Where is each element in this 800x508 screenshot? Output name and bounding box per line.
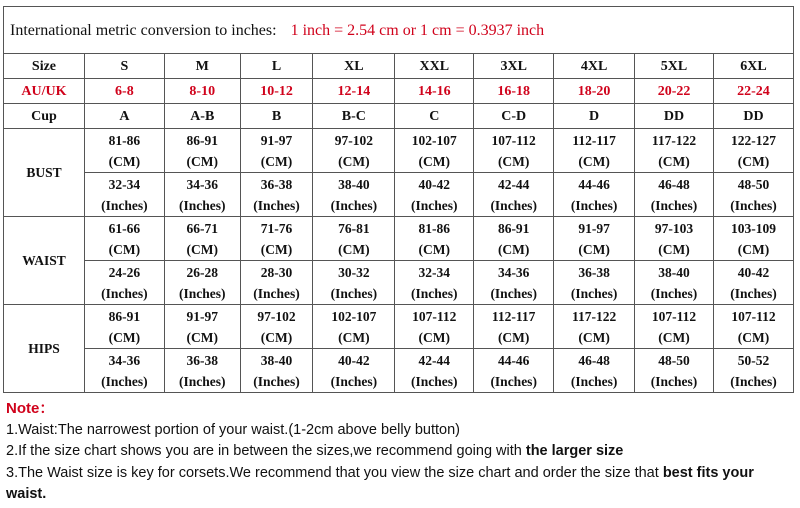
waist-cm-cell <box>635 217 714 261</box>
waist-inches-cell <box>84 261 164 305</box>
measurement-value: 103-109 <box>730 220 776 236</box>
note-line-2-text: 2.If the size chart shows you are in between the sizes,we recommend going with <box>6 443 526 459</box>
bust-cm-cell <box>474 129 554 173</box>
auuk-cell: 22-24 <box>713 79 793 104</box>
unit-label: (Inches) <box>730 285 777 301</box>
measurement-value: 112-117 <box>491 308 536 324</box>
bust-cm-row <box>4 129 794 173</box>
unit-label: (CM) <box>186 241 218 257</box>
measurement-value: 61-66 <box>108 220 141 236</box>
conversion-header <box>4 7 794 54</box>
unit-label: (CM) <box>418 329 451 345</box>
unit-label: (Inches) <box>730 197 777 213</box>
waist-inches-cell <box>395 261 474 305</box>
bust-inches-cell <box>164 173 240 217</box>
unit-label: (CM) <box>418 153 451 169</box>
unit-label: (Inches) <box>411 197 458 213</box>
measurement-value: 46-48 <box>578 352 610 368</box>
waist-cm-cell <box>84 217 164 261</box>
unit-label: (CM) <box>737 329 770 345</box>
auuk-cell: 12-14 <box>313 79 395 104</box>
measurement-value: 107-112 <box>412 308 457 324</box>
size-cell: XXL <box>395 54 474 79</box>
hips-inches-row <box>4 349 794 393</box>
auuk-cell: 10-12 <box>240 79 313 104</box>
bust-cm-cell <box>240 129 313 173</box>
bust-cm-cell <box>395 129 474 173</box>
unit-label: (CM) <box>338 329 370 345</box>
cup-cell: D <box>554 104 635 129</box>
measurement-value: 40-42 <box>737 264 770 280</box>
unit-label: (CM) <box>658 241 690 257</box>
unit-label: (Inches) <box>411 285 458 301</box>
unit-label: (Inches) <box>570 373 618 389</box>
auuk-cell: 18-20 <box>554 79 635 104</box>
measurement-value: 26-28 <box>186 264 218 280</box>
waist-inches-row <box>4 261 794 305</box>
unit-label: (CM) <box>497 241 530 257</box>
waist-cm-cell <box>554 217 635 261</box>
size-cell: 6XL <box>713 54 793 79</box>
unit-label: (Inches) <box>650 373 698 389</box>
bust-inches-cell <box>84 173 164 217</box>
cup-cell: B-C <box>313 104 395 129</box>
unit-label: (CM) <box>658 153 690 169</box>
hips-label: HIPS <box>4 305 85 393</box>
unit-label: (Inches) <box>179 373 226 389</box>
size-row-label: Size <box>4 54 85 79</box>
measurement-value: 40-42 <box>418 176 451 192</box>
notes-title: Note： <box>6 400 55 417</box>
unit-label: (Inches) <box>411 373 458 389</box>
measurement-value: 102-107 <box>331 308 377 324</box>
measurement-value: 86-91 <box>497 220 530 236</box>
waist-inches-cell <box>313 261 395 305</box>
hips-cm-cell <box>164 305 240 349</box>
measurement-value: 34-36 <box>108 352 141 368</box>
bust-cm-cell <box>554 129 635 173</box>
measurement-value: 81-86 <box>108 132 141 148</box>
hips-cm-cell <box>713 305 793 349</box>
measurement-value: 38-40 <box>260 352 293 368</box>
hips-cm-row <box>4 305 794 349</box>
measurement-value: 50-52 <box>737 352 770 368</box>
waist-cm-cell <box>164 217 240 261</box>
measurement-value: 36-38 <box>260 176 293 192</box>
waist-cm-cell <box>474 217 554 261</box>
unit-label: (CM) <box>578 241 610 257</box>
unit-label: (CM) <box>737 241 770 257</box>
unit-label: (Inches) <box>253 373 300 389</box>
waist-inches-cell <box>164 261 240 305</box>
unit-label: (CM) <box>186 329 218 345</box>
unit-label: (CM) <box>497 329 530 345</box>
waist-cm-cell <box>240 217 313 261</box>
measurement-value: 107-112 <box>651 308 697 324</box>
size-cell: M <box>164 54 240 79</box>
measurement-value: 71-76 <box>260 220 293 236</box>
bust-inches-cell <box>713 173 793 217</box>
unit-label: (CM) <box>108 241 141 257</box>
measurement-value: 32-34 <box>108 176 141 192</box>
unit-label: (CM) <box>418 241 451 257</box>
unit-label: (Inches) <box>101 197 148 213</box>
waist-label: WAIST <box>4 217 85 305</box>
unit-label: (CM) <box>338 241 370 257</box>
waist-inches-cell <box>713 261 793 305</box>
unit-label: (Inches) <box>179 285 226 301</box>
unit-label: (CM) <box>260 241 293 257</box>
cup-cell: DD <box>635 104 714 129</box>
bust-cm-cell <box>713 129 793 173</box>
unit-label: (Inches) <box>253 197 300 213</box>
note-line-1: 1.Waist:The narrowest portion of your waist.(1-2cm above belly button) <box>6 421 460 438</box>
measurement-value: 91-97 <box>186 308 218 324</box>
hips-inches-cell <box>635 349 714 393</box>
measurement-value: 38-40 <box>338 176 370 192</box>
auuk-row <box>4 79 794 104</box>
measurement-value: 122-127 <box>730 132 776 148</box>
size-chart <box>3 6 794 393</box>
unit-label: (CM) <box>737 153 770 169</box>
unit-label: (CM) <box>108 153 141 169</box>
unit-label: (CM) <box>108 329 141 345</box>
cup-cell: B <box>240 104 313 129</box>
waist-cm-cell <box>313 217 395 261</box>
measurement-value: 81-86 <box>418 220 451 236</box>
measurement-value: 38-40 <box>658 264 690 280</box>
measurement-value: 102-107 <box>411 132 457 148</box>
hips-inches-cell <box>395 349 474 393</box>
hips-cm-cell <box>84 305 164 349</box>
measurement-value: 40-42 <box>338 352 370 368</box>
auuk-cell: 20-22 <box>635 79 714 104</box>
measurement-value: 44-46 <box>497 352 530 368</box>
unit-label: (Inches) <box>650 197 698 213</box>
waist-inches-cell <box>635 261 714 305</box>
cup-cell: C <box>395 104 474 129</box>
note-line-3-text: 3.The Waist size is key for corsets.We recommend that you view the size chart and order the size that <box>6 464 663 481</box>
measurement-value: 117-122 <box>651 132 697 148</box>
measurement-value: 86-91 <box>108 308 141 324</box>
unit-label: (Inches) <box>101 285 148 301</box>
measurement-value: 48-50 <box>658 352 690 368</box>
measurement-value: 44-46 <box>578 176 610 192</box>
unit-label: (Inches) <box>650 285 698 301</box>
waist-cm-row <box>4 217 794 261</box>
measurement-value: 32-34 <box>418 264 451 280</box>
hips-cm-cell <box>313 305 395 349</box>
measurement-value: 36-38 <box>186 352 218 368</box>
unit-label: (Inches) <box>570 197 618 213</box>
measurement-value: 91-97 <box>260 132 293 148</box>
unit-label: (Inches) <box>730 373 777 389</box>
waist-cm-cell <box>713 217 793 261</box>
measurement-value: 24-26 <box>108 264 141 280</box>
cup-row <box>4 104 794 129</box>
measurement-value: 91-97 <box>578 220 610 236</box>
measurement-value: 97-102 <box>257 308 296 324</box>
hips-cm-cell <box>554 305 635 349</box>
unit-label: (Inches) <box>490 197 537 213</box>
unit-label: (Inches) <box>179 197 226 213</box>
measurement-value: 86-91 <box>186 132 218 148</box>
unit-label: (CM) <box>658 329 690 345</box>
auuk-cell: 8-10 <box>164 79 240 104</box>
measurement-value: 28-30 <box>260 264 293 280</box>
cup-cell: A <box>84 104 164 129</box>
size-table <box>3 6 794 393</box>
conversion-label: International metric conversion to inches: <box>10 21 277 39</box>
unit-label: (Inches) <box>490 285 537 301</box>
size-cell: L <box>240 54 313 79</box>
size-row <box>4 54 794 79</box>
unit-label: (CM) <box>186 153 218 169</box>
unit-label: (CM) <box>260 329 293 345</box>
bust-inches-cell <box>240 173 313 217</box>
measurement-value: 117-122 <box>571 308 617 324</box>
hips-cm-cell <box>474 305 554 349</box>
note-line-2 <box>6 441 796 463</box>
measurement-value: 42-44 <box>497 176 530 192</box>
measurement-value: 97-103 <box>654 220 694 236</box>
cup-cell: A-B <box>164 104 240 129</box>
unit-label: (CM) <box>578 329 610 345</box>
measurement-value: 30-32 <box>338 264 370 280</box>
unit-label: (CM) <box>497 153 530 169</box>
unit-label: (Inches) <box>330 285 378 301</box>
hips-cm-cell <box>635 305 714 349</box>
unit-label: (Inches) <box>330 197 378 213</box>
measurement-value: 36-38 <box>578 264 610 280</box>
size-cell: S <box>84 54 164 79</box>
measurement-value: 107-112 <box>491 132 536 148</box>
hips-inches-cell <box>313 349 395 393</box>
hips-cm-cell <box>395 305 474 349</box>
unit-label: (Inches) <box>253 285 300 301</box>
note-line-2-bold: the larger size <box>525 443 624 459</box>
unit-label: (Inches) <box>330 373 378 389</box>
measurement-value: 97-102 <box>334 132 373 148</box>
bust-inches-cell <box>474 173 554 217</box>
size-cell: 4XL <box>554 54 635 79</box>
unit-label: (Inches) <box>490 373 537 389</box>
waist-inches-cell <box>240 261 313 305</box>
cup-cell: C-D <box>474 104 554 129</box>
unit-label: (Inches) <box>101 373 148 389</box>
bust-inches-cell <box>313 173 395 217</box>
auuk-cell: 6-8 <box>84 79 164 104</box>
waist-cm-cell <box>395 217 474 261</box>
waist-inches-cell <box>474 261 554 305</box>
measurement-value: 112-117 <box>572 132 616 148</box>
bust-inches-cell <box>635 173 714 217</box>
bust-inches-cell <box>554 173 635 217</box>
hips-inches-cell <box>713 349 793 393</box>
waist-inches-cell <box>554 261 635 305</box>
cup-cell: DD <box>713 104 793 129</box>
unit-label: (CM) <box>578 153 610 169</box>
measurement-value: 107-112 <box>731 308 776 324</box>
conversion-formula: 1 inch = 2.54 cm or 1 cm = 0.3937 inch <box>290 21 545 39</box>
hips-inches-cell <box>84 349 164 393</box>
size-cell: XL <box>313 54 395 79</box>
size-cell: 5XL <box>635 54 714 79</box>
measurement-value: 48-50 <box>737 176 770 192</box>
bust-cm-cell <box>164 129 240 173</box>
bust-cm-cell <box>84 129 164 173</box>
note-line-3 <box>6 463 796 506</box>
auuk-cell: 16-18 <box>474 79 554 104</box>
hips-inches-cell <box>474 349 554 393</box>
measurement-value: 76-81 <box>338 220 370 236</box>
measurement-value: 34-36 <box>186 176 218 192</box>
measurement-value: 34-36 <box>497 264 530 280</box>
measurement-value: 42-44 <box>418 352 451 368</box>
note-line-3-bold: best fits your waist. <box>6 464 754 502</box>
auuk-cell: 14-16 <box>395 79 474 104</box>
bust-cm-cell <box>313 129 395 173</box>
hips-inches-cell <box>554 349 635 393</box>
bust-inches-cell <box>395 173 474 217</box>
bust-label: BUST <box>4 129 85 217</box>
cup-row-label: Cup <box>4 104 85 129</box>
hips-inches-cell <box>164 349 240 393</box>
bust-inches-row <box>4 173 794 217</box>
unit-label: (Inches) <box>570 285 618 301</box>
unit-label: (CM) <box>260 153 293 169</box>
hips-cm-cell <box>240 305 313 349</box>
unit-label: (CM) <box>338 153 370 169</box>
size-cell: 3XL <box>474 54 554 79</box>
measurement-value: 46-48 <box>658 176 690 192</box>
notes-section <box>6 398 796 506</box>
bust-cm-cell <box>635 129 714 173</box>
auuk-row-label: AU/UK <box>4 79 85 104</box>
hips-inches-cell <box>240 349 313 393</box>
measurement-value: 66-71 <box>186 220 218 236</box>
